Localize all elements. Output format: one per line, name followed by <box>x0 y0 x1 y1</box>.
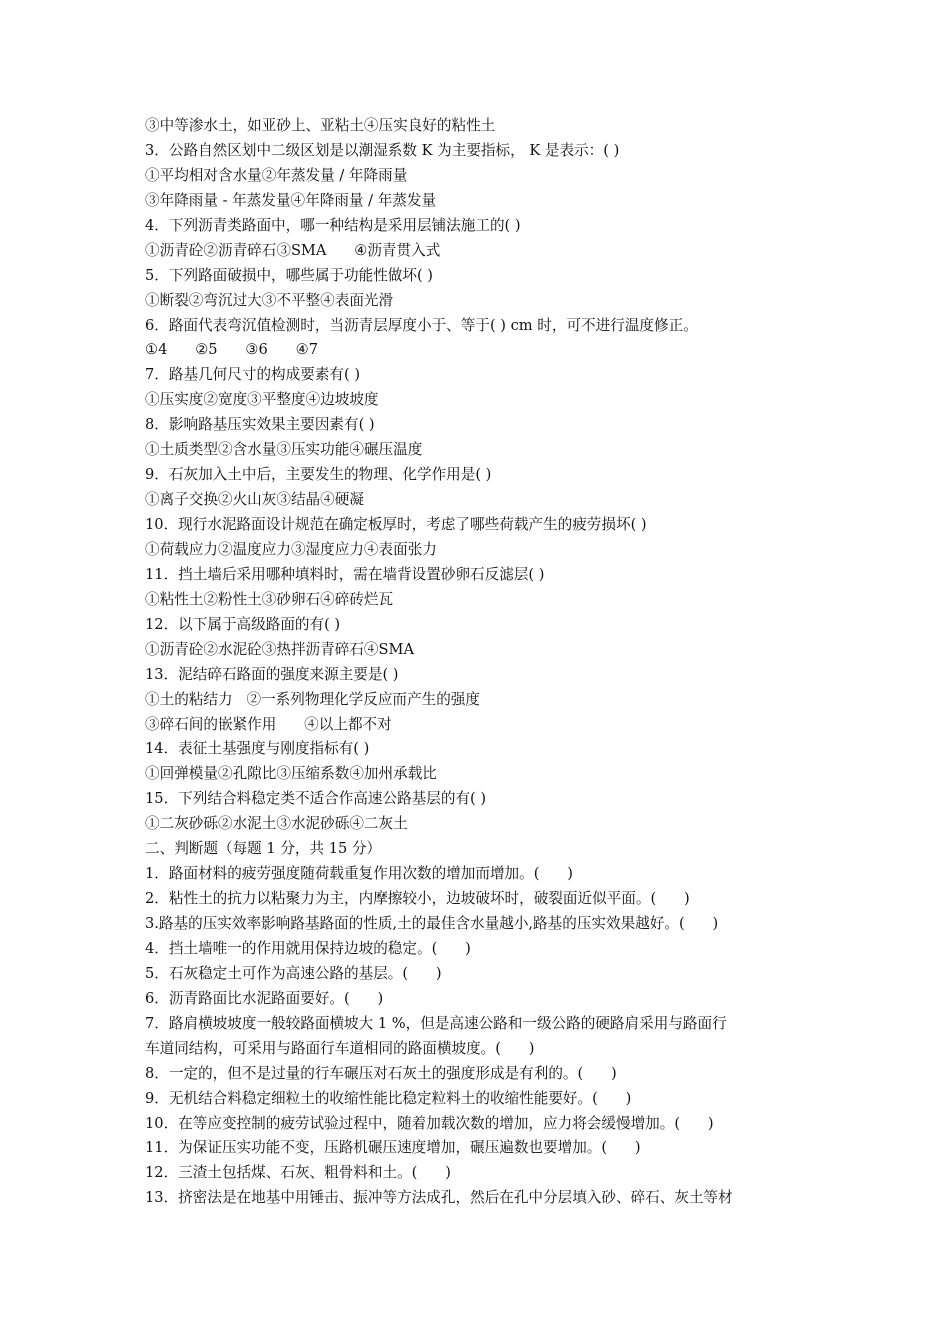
question-10: 10．现行水泥路面设计规范在确定板厚时，考虑了哪些荷载产生的疲劳损坏( ) <box>145 516 647 533</box>
judgement-6: 6．沥青路面比水泥路面要好。( ) <box>145 989 384 1007</box>
judgement-5: 5．石灰稳定土可作为高速公路的基层。( ) <box>145 964 442 982</box>
text-line: ①沥青砼②水泥砼③热拌沥青碎石④SMA <box>145 640 414 658</box>
judgement-13: 13．挤密法是在地基中用锤击、振冲等方法成孔，然后在孔中分层填入砂、碎石、灰土等材 <box>145 1189 733 1207</box>
question-3: 3．公路自然区划中二级区划是以潮湿系数 K 为主要指标， K 是表示：( ) <box>145 141 620 159</box>
text-line: ①粘性土②粉性土③砂卵石④碎砖烂瓦 <box>145 590 394 608</box>
question-9: 9．石灰加入土中后，主要发生的物理、化学作用是( ) <box>145 466 492 484</box>
text-line: ①土质类型②含水量③压实功能④碾压温度 <box>145 441 423 459</box>
document-body <box>145 114 815 1211</box>
text-line: ①二灰砂砾②水泥土③水泥砂砾④二灰土 <box>145 815 408 833</box>
judgement-2: 2．粘性土的抗力以粘聚力为主，内摩擦较小，边坡破坏时，破裂面近似平面。( ) <box>145 890 690 908</box>
question-7: 7．路基几何尺寸的构成要素有( ) <box>145 366 361 384</box>
question-13: 13．泥结碎石路面的强度来源主要是( ) <box>145 665 399 683</box>
question-5: 5．下列路面破损中，哪些属于功能性做坏( ) <box>145 266 434 284</box>
section-heading: 二、判断题（每题 1 分，共 15 分） <box>145 840 382 858</box>
text-line: ①土的粘结力 ②一系列物理化学反应而产生的强度 <box>145 690 480 708</box>
question-12: 12．以下属于高级路面的有( ) <box>145 615 341 633</box>
question-4: 4．下列沥青类路面中，哪一种结构是采用层铺法施工的( ) <box>145 216 521 234</box>
text-line: ①离子交换②火山灰③结晶④硬凝 <box>145 491 364 509</box>
question-11: 11．挡土墙后采用哪种填料时，需在墙背设置砂卵石反滤层( ) <box>145 565 545 583</box>
text-line: ①平均相对含水量②年蒸发量 / 年降雨量 <box>145 166 408 184</box>
judgement-10: 10．在等应变控制的疲劳试验过程中，随着加载次数的增加，应力将会缓慢增加。( ) <box>145 1114 714 1132</box>
judgement-3: 3.路基的压实效率影响路基路面的性质,土的最佳含水量越小,路基的压实效果越好。( ) <box>145 915 719 932</box>
text-line: ①回弹模量②孔隙比③压缩系数④加州承载比 <box>145 765 437 783</box>
judgement-1: 1．路面材料的疲劳强度随荷载重复作用次数的增加而增加。( ) <box>145 865 573 883</box>
judgement-4: 4．挡土墙唯一的作用就用保持边坡的稳定。( ) <box>145 939 471 957</box>
question-14: 14．表征土基强度与刚度指标有( ) <box>145 740 370 758</box>
text-line: 车道同结构，可采用与路面行车道相同的路面横坡度。( ) <box>145 1039 535 1057</box>
text-line: ①沥青砼②沥青碎石③SMA ④沥青贯入式 <box>145 241 441 259</box>
text-line: ①压实度②宽度③平整度④边坡坡度 <box>145 391 379 409</box>
judgement-9: 9．无机结合料稳定细粒土的收缩性能比稳定粒料土的收缩性能要好。( ) <box>145 1089 632 1107</box>
text-line: ①荷载应力②温度应力③湿度应力④表面张力 <box>145 540 437 558</box>
text-line: ①4 ②5 ③6 ④7 <box>145 341 318 359</box>
judgement-12: 12．三渣土包括煤、石灰、粗骨料和土。( ) <box>145 1164 451 1182</box>
question-15: 15．下列结合料稳定类不适合作高速公路基层的有( ) <box>145 790 487 808</box>
question-8: 8．影响路基压实效果主要因素有( ) <box>145 416 375 434</box>
judgement-8: 8．一定的，但不是过量的行车碾压对石灰土的强度形成是有利的。( ) <box>145 1064 617 1082</box>
text-line: ③碎石间的嵌紧作用 ④以上都不对 <box>145 715 392 733</box>
question-6: 6．路面代表弯沉值检测时，当沥青层厚度小于、等于( ) cm 时，可不进行温度修正。 <box>145 316 698 334</box>
judgement-11: 11．为保证压实功能不变，压路机碾压速度增加，碾压遍数也要增加。( ) <box>145 1139 641 1157</box>
text-line: ③中等渗水土，如亚砂上、亚粘土④压实良好的粘性土 <box>145 117 496 134</box>
judgement-7: 7．路肩横坡坡度一般较路面横坡大 1 %，但是高速公路和一级公路的硬路肩采用与路面行 <box>145 1014 727 1032</box>
text-line: ①断裂②弯沉过大③不平整④表面光滑 <box>145 291 394 309</box>
text-line: ③年降雨量 - 年蒸发量④年降雨量 / 年蒸发量 <box>145 191 437 209</box>
